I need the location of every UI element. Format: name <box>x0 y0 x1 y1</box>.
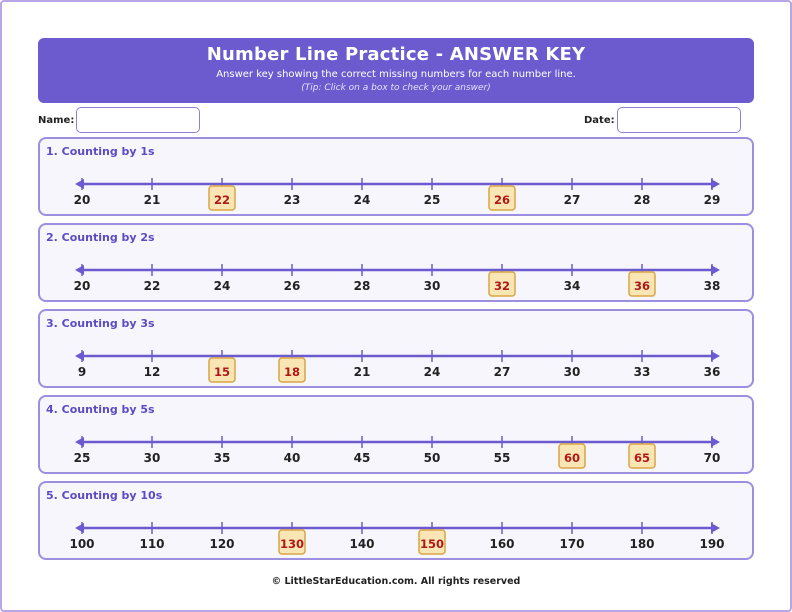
number-label: 9 <box>77 365 87 379</box>
number-label: 20 <box>73 193 91 207</box>
date-field[interactable] <box>617 107 741 133</box>
number-label: 34 <box>563 279 581 293</box>
problem-panel-3 <box>38 309 754 388</box>
answer-number: 60 <box>563 451 581 465</box>
number-label: 29 <box>703 193 721 207</box>
problem-title: 3. Counting by 3s <box>46 317 155 330</box>
number-label: 40 <box>283 451 301 465</box>
answer-number: 36 <box>633 279 651 293</box>
answer-number: 15 <box>213 365 231 379</box>
number-label: 20 <box>73 279 91 293</box>
answer-number: 65 <box>633 451 651 465</box>
number-label: 26 <box>283 279 301 293</box>
number-label: 190 <box>699 537 725 551</box>
problem-panel-4 <box>38 395 754 474</box>
number-label: 24 <box>353 193 371 207</box>
tip-text: (Tip: Click on a box to check your answer) <box>301 83 491 93</box>
problem-title: 5. Counting by 10s <box>46 489 163 502</box>
number-label: 36 <box>703 365 721 379</box>
date-label: Date: <box>584 115 615 126</box>
number-label: 30 <box>563 365 581 379</box>
answer-number: 32 <box>493 279 511 293</box>
number-label: 30 <box>423 279 441 293</box>
number-label: 12 <box>143 365 161 379</box>
number-line <box>40 483 756 562</box>
number-line <box>40 311 756 390</box>
number-label: 38 <box>703 279 721 293</box>
number-label: 27 <box>563 193 581 207</box>
number-label: 35 <box>213 451 231 465</box>
number-label: 27 <box>493 365 511 379</box>
number-label: 55 <box>493 451 511 465</box>
number-label: 140 <box>349 537 375 551</box>
header-banner <box>38 38 754 103</box>
problem-title: 1. Counting by 1s <box>46 145 155 158</box>
number-label: 28 <box>353 279 371 293</box>
number-label: 25 <box>73 451 91 465</box>
footer-copyright: © LittleStarEducation.com. All rights reserved <box>271 576 521 587</box>
name-field[interactable] <box>76 107 200 133</box>
number-label: 23 <box>283 193 301 207</box>
answer-number: 22 <box>213 193 231 207</box>
number-label: 28 <box>633 193 651 207</box>
number-label: 50 <box>423 451 441 465</box>
answer-number: 18 <box>283 365 301 379</box>
number-label: 30 <box>143 451 161 465</box>
number-label: 22 <box>143 279 161 293</box>
number-label: 45 <box>353 451 371 465</box>
number-line <box>40 397 756 476</box>
number-label: 24 <box>423 365 441 379</box>
answer-number: 26 <box>493 193 511 207</box>
page-subtitle: Answer key showing the correct missing numbers for each number line. <box>216 69 576 80</box>
number-label: 21 <box>143 193 161 207</box>
name-label: Name: <box>38 115 75 126</box>
page-title: Number Line Practice - ANSWER KEY <box>206 44 586 65</box>
problem-panel-5 <box>38 481 754 560</box>
number-label: 33 <box>633 365 651 379</box>
number-label: 100 <box>69 537 95 551</box>
number-label: 160 <box>489 537 515 551</box>
number-label: 24 <box>213 279 231 293</box>
answer-number: 150 <box>419 537 445 551</box>
problem-title: 4. Counting by 5s <box>46 403 155 416</box>
number-label: 120 <box>209 537 235 551</box>
problem-panel-1 <box>38 137 754 216</box>
number-label: 110 <box>139 537 165 551</box>
number-line <box>40 225 756 304</box>
number-label: 25 <box>423 193 441 207</box>
number-label: 180 <box>629 537 655 551</box>
number-line <box>40 139 756 218</box>
number-label: 170 <box>559 537 585 551</box>
answer-number: 130 <box>279 537 305 551</box>
problem-panel-2 <box>38 223 754 302</box>
problem-title: 2. Counting by 2s <box>46 231 155 244</box>
number-label: 21 <box>353 365 371 379</box>
number-label: 70 <box>703 451 721 465</box>
